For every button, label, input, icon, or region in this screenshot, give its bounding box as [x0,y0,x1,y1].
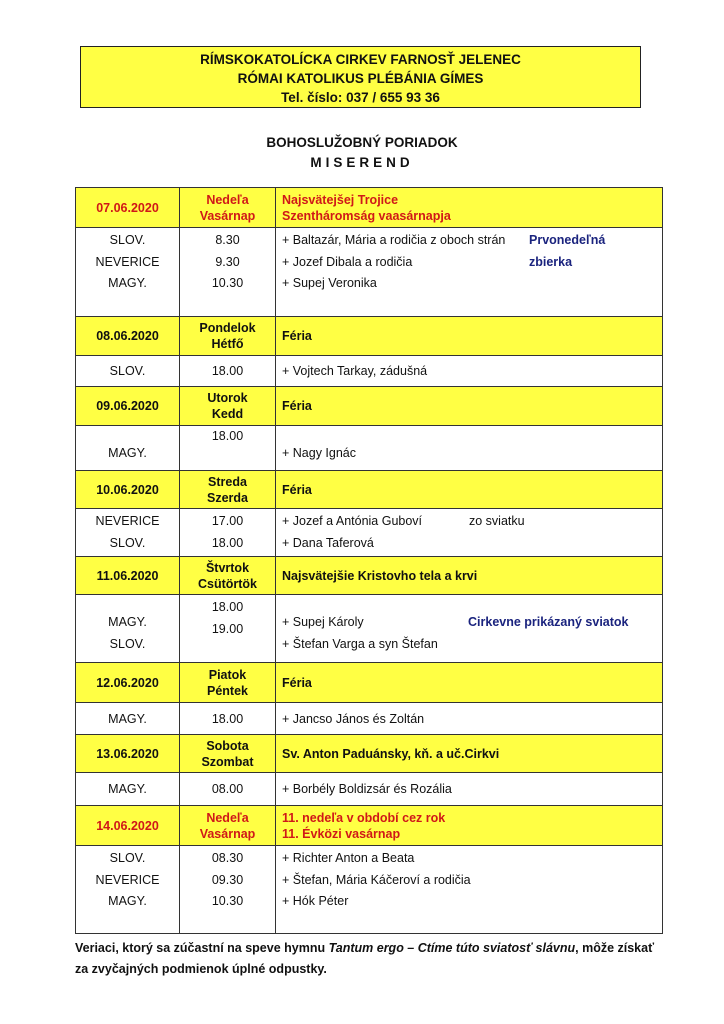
mass-time: 08.00 [180,773,276,806]
mass-languages: SLOV. NEVERICE MAGY. [76,846,180,934]
header-line-1: RÍMSKOKATOLÍCKA CIRKEV FARNOSŤ JELENEC [200,52,521,67]
mass-language: SLOV. [76,356,180,387]
mass-row [76,773,663,806]
mass-row [76,595,663,663]
day-name: Utorok Kedd [180,387,276,426]
mass-languages: NEVERICE SLOV. [76,509,180,557]
mass-languages: SLOV. NEVERICE MAGY. [76,228,180,317]
schedule-title: BOHOSLUŽOBNÝ PORIADOK [266,135,458,150]
day-name: Pondelok Hétfő [180,317,276,356]
mass-row [76,509,663,557]
day-date: 12.06.2020 [76,663,180,703]
mass-intentions: + Jozef a Antónia Guboví zo sviatku + Dana Taferová [276,509,663,557]
mass-language: MAGY. [76,426,180,471]
mass-intention: + Borbély Boldizsár és Rozália [276,773,663,806]
day-header-row [76,387,663,426]
mass-time: 18.00 [180,356,276,387]
day-description: Féria [276,471,663,509]
day-name: Nedeľa Vasárnap [180,806,276,846]
day-header-row [76,557,663,595]
mass-intention: + Jancso János és Zoltán [276,703,663,735]
header-line-2: RÓMAI KATOLIKUS PLÉBÁNIA GÍMES [237,71,484,86]
day-name: Streda Szerda [180,471,276,509]
indulgence-note: Veriaci, ktorý sa zúčastní na speve hymnu Tantum ergo – Ctíme túto sviatosť slávnu, môže získať za zvyčajných podmienok úplné odpustky. [75,941,655,976]
day-date: 13.06.2020 [76,735,180,773]
day-date: 09.06.2020 [76,387,180,426]
header-phone: Tel. číslo: 037 / 655 93 36 [281,90,440,105]
day-header-row [76,471,663,509]
mass-time: 18.00 [180,703,276,735]
day-header-row [76,317,663,356]
mass-time: 18.00 [180,426,276,471]
day-date: 08.06.2020 [76,317,180,356]
day-description: Féria [276,663,663,703]
day-description: Féria [276,387,663,426]
mass-language: MAGY. [76,773,180,806]
mass-intentions: + Richter Anton a Beata + Štefan, Mária Káčeroví a rodičia + Hók Péter [276,846,663,934]
mass-intention: + Vojtech Tarkay, zádušná [276,356,663,387]
day-header-row [76,806,663,846]
mass-times: 08.30 09.30 10.30 [180,846,276,934]
mass-row [76,356,663,387]
mass-row [76,426,663,471]
day-name: Nedeľa Vasárnap [180,188,276,228]
hymn-title: Tantum ergo – Ctíme túto sviatosť slávnu [328,941,576,955]
mass-language: MAGY. [76,703,180,735]
mass-times: 8.30 9.30 10.30 [180,228,276,317]
day-header-row [76,188,663,228]
day-description: Sv. Anton Paduánsky, kň. a uč.Cirkvi [276,735,663,773]
day-date: 14.06.2020 [76,806,180,846]
mass-times: 18.00 19.00 [180,595,276,663]
mass-times: 17.00 18.00 [180,509,276,557]
day-description: 11. nedeľa v období cez rok 11. Évközi vasárnap [276,806,663,846]
mass-languages: MAGY. SLOV. [76,595,180,663]
parish-header [80,46,641,108]
day-name: Sobota Szombat [180,735,276,773]
day-description: Najsvätejšej Trojice Szentháromság vaasárnapja [276,188,663,228]
mass-intentions: + Baltazár, Mária a rodičia z oboch strán Prvonedeľná + Jozef Dibala a rodičia zbierka + Supej Veronika [276,228,663,317]
day-description: Féria [276,317,663,356]
mass-row [76,228,663,317]
schedule-subtitle: MISEREND [310,155,414,170]
day-date: 11.06.2020 [76,557,180,595]
day-header-row [76,663,663,703]
mass-intention: + Nagy Ignác [276,426,663,471]
day-date: 10.06.2020 [76,471,180,509]
day-description: Najsvätejšie Kristovho tela a krvi [276,557,663,595]
day-date: 07.06.2020 [76,188,180,228]
mass-row [76,846,663,934]
schedule-table [75,187,663,934]
day-name: Štvrtok Csütörtök [180,557,276,595]
day-name: Piatok Péntek [180,663,276,703]
mass-intentions: + Supej Károly Cirkevne prikázaný sviatok + Štefan Varga a syn Štefan [276,595,663,663]
day-header-row [76,735,663,773]
mass-row [76,703,663,735]
